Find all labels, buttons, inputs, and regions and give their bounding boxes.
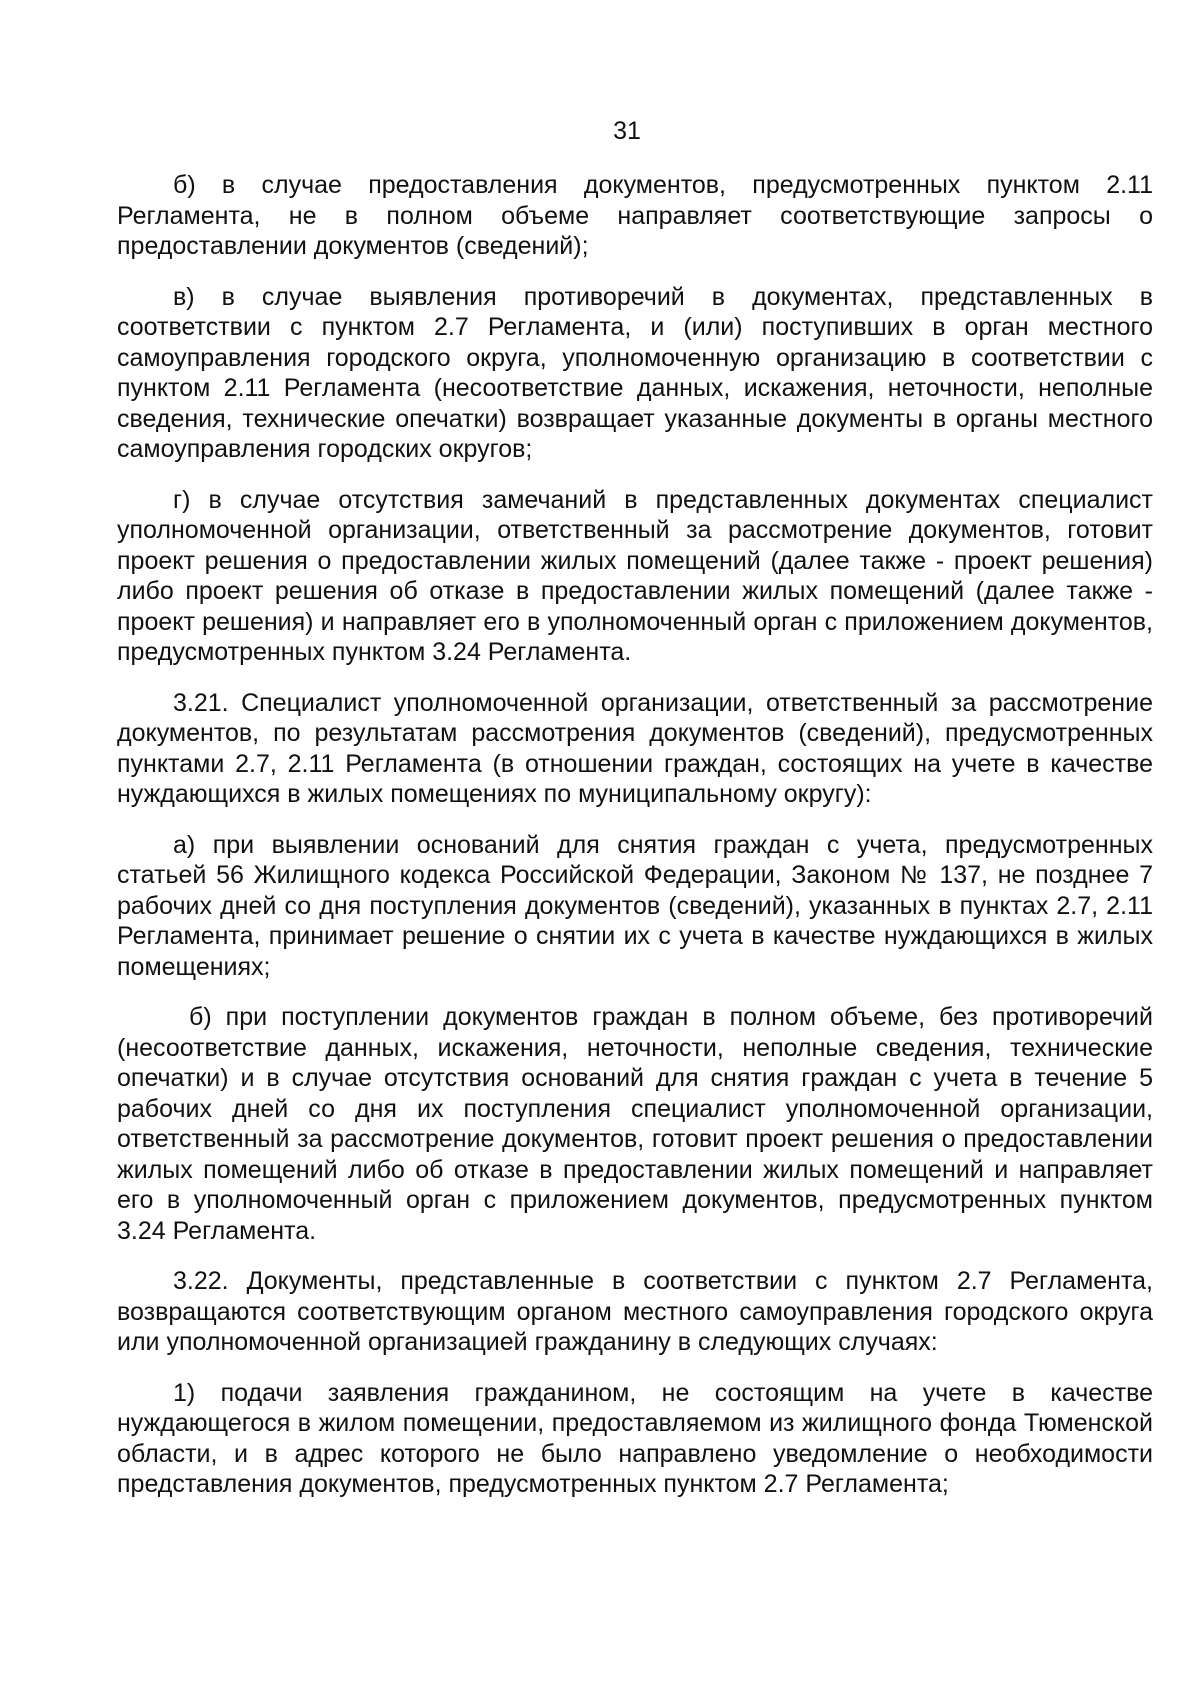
paragraph-1-application: 1) подачи заявления гражданином, не состоящим на учете в качестве нуждающегося в жилом помещении, предоставляемом из жилищного фонда Тюменской области, и в адрес которого не было направлено уведомление о необходимости представления документов, предусмотренных пунктом 2.7 Регламента; (117, 1378, 1153, 1498)
page-number: 31 (613, 117, 641, 145)
document-body (117, 170, 1153, 1520)
paragraph-b-incomplete-documents: б) в случае предоставления документов, предусмотренных пунктом 2.11 Регламента, не в полном объеме направляет соответствующие запросы о предоставлении документов (сведений); (117, 171, 1153, 260)
paragraph-g-no-remarks: г) в случае отсутствия замечаний в представленных документах специалист уполномоченной организации, ответственный за рассмотрение документов, готовит проект решения о предоставлении жилых помещений (далее также - проект решения) либо проект решения об отказе в предоставлении жилых помещений (далее также - проект решения) и направляет его в уполномоченный орган с приложением документов, предусмотренных пунктом 3.24 Регламента. (117, 485, 1153, 666)
paragraph-a-removal-grounds: а) при выявлении оснований для снятия граждан с учета, предусмотренных статьей 56 Жилищного кодекса Российской Федерации, Законом № 137, не позднее 7 рабочих дней со дня поступления документов (сведений), указанных в пунктах 2.7, 2.11 Регламента, принимает решение о снятии их с учета в качестве нуждающихся в жилых помещениях; (117, 830, 1153, 981)
paragraph-v-contradictions: в) в случае выявления противоречий в документах, представленных в соответствии с пунктом 2.7 Регламента, и (или) поступивших в орган местного самоуправления городского округа, уполномоченную организацию в соответствии с пунктом 2.11 Регламента (несоответствие данных, искажения, неточности, неполные сведения, технические опечатки) возвращает указанные документы в органы местного самоуправления городских округов; (117, 282, 1153, 463)
paragraph-3-21: 3.21. Специалист уполномоченной организации, ответственный за рассмотрение документов, по результатам рассмотрения документов (сведений), предусмотренных пунктами 2.7, 2.11 Регламента (в отношении граждан, состоящих на учете в качестве нуждающихся в жилых помещениях по муниципальному округу): (117, 688, 1153, 808)
paragraph-b-full-documents: б) при поступлении документов граждан в полном объеме, без противоречий (несоответствие данных, искажения, неточности, неполные сведения, технические опечатки) и в случае отсутствия оснований для снятия граждан с учета в течение 5 рабочих дней со дня их поступления специалист уполномоченной организации, ответственный за рассмотрение документов, готовит проект решения о предоставлении жилых помещений либо об отказе в предоставлении жилых помещений и направляет его в уполномоченный орган с приложением документов, предусмотренных пунктом 3.24 Регламента. (117, 1003, 1153, 1245)
paragraph-3-22: 3.22. Документы, представленные в соответствии с пунктом 2.7 Регламента, возвращаются соответствующим органом местного самоуправления городского округа или уполномоченной организацией гражданину в следующих случаях: (117, 1267, 1153, 1356)
